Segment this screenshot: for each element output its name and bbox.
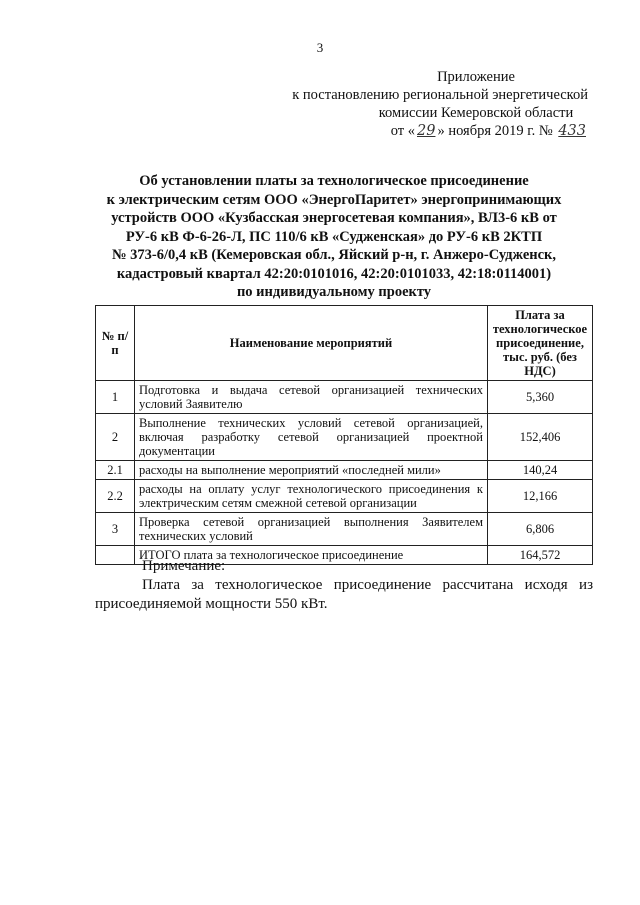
date-mid: » ноября 2019 г. № xyxy=(437,123,553,139)
appendix-block xyxy=(268,68,588,140)
appendix-decree-line: к постановлению региональной энергетической xyxy=(292,87,588,103)
row-name: Подготовка и выдача сетевой организацией технических условий Заявителю xyxy=(135,381,488,414)
row-num: 2.2 xyxy=(96,480,135,513)
note-block xyxy=(95,557,593,614)
row-num: 1 xyxy=(96,381,135,414)
page-number: 3 xyxy=(316,40,324,55)
row-name: расходы на оплату услуг технологического присоединения к электрическим сетям смежной сетевой организации xyxy=(135,480,488,513)
document-title xyxy=(80,172,588,302)
fees-table xyxy=(95,305,593,565)
row-name: ИТОГО плата за технологическое присоединение xyxy=(135,546,488,565)
header-num: № п/п xyxy=(96,306,135,381)
table-row xyxy=(96,414,593,461)
row-num: 2.1 xyxy=(96,461,135,480)
title-line: Об установлении платы за технологическое присоединение xyxy=(139,173,529,189)
row-cost: 12,166 xyxy=(488,480,593,513)
title-line: по индивидуальному проекту xyxy=(236,284,432,300)
decree-number: 433 xyxy=(558,123,586,139)
title-line: кадастровый квартал 42:20:0101016, 42:20:0101033, 42:18:0114001) xyxy=(116,265,552,282)
appendix-heading: Приложение xyxy=(437,69,515,85)
row-cost: 6,806 xyxy=(488,513,593,546)
row-cost: 152,406 xyxy=(488,414,593,461)
header-name: Наименование мероприятий xyxy=(135,306,488,381)
title-line: устройств ООО «Кузбасская энергосетевая компания», ВЛ3-6 кВ от xyxy=(111,210,557,226)
table-row xyxy=(96,381,593,414)
header-cost: Плата за технологическое присоединение, тыс. руб. (без НДС) xyxy=(488,306,593,381)
note-title: Примечание: xyxy=(142,558,226,574)
row-num: 2 xyxy=(96,414,135,461)
note-text: Плата за технологическое присоединение рассчитана исходя из присоединяемой мощности 550 кВт. xyxy=(95,577,593,612)
row-num: 3 xyxy=(96,513,135,546)
date-prefix: от « xyxy=(390,123,415,139)
row-cost: 5,360 xyxy=(488,381,593,414)
row-cost: 140,24 xyxy=(488,461,593,480)
appendix-commission-line: комиссии Кемеровской области xyxy=(378,105,574,121)
title-line: РУ-6 кВ Ф-6-26-Л, ПС 110/6 кВ «Судженская» до РУ-6 кВ 2КТП xyxy=(125,228,543,245)
row-cost: 164,572 xyxy=(488,546,593,565)
table-header-row xyxy=(96,306,593,381)
title-line: к электрическим сетям ООО «ЭнергоПаритет» энергопринимающих xyxy=(106,191,562,208)
date-day: 29 xyxy=(417,123,436,139)
row-name: Выполнение технических условий сетевой организацией, включая разработку сетевой организацией проектной документации xyxy=(135,414,488,461)
row-name: расходы на выполнение мероприятий «последней мили» xyxy=(135,461,488,480)
table-row xyxy=(96,480,593,513)
row-name: Проверка сетевой организацией выполнения Заявителем технических условий xyxy=(135,513,488,546)
table-row xyxy=(96,513,593,546)
appendix-date-line xyxy=(268,122,588,140)
table-row xyxy=(96,461,593,480)
title-line: № 373-6/0,4 кВ (Кемеровская обл., Яйский р-н, г. Анжеро-Судженск, xyxy=(111,247,557,263)
